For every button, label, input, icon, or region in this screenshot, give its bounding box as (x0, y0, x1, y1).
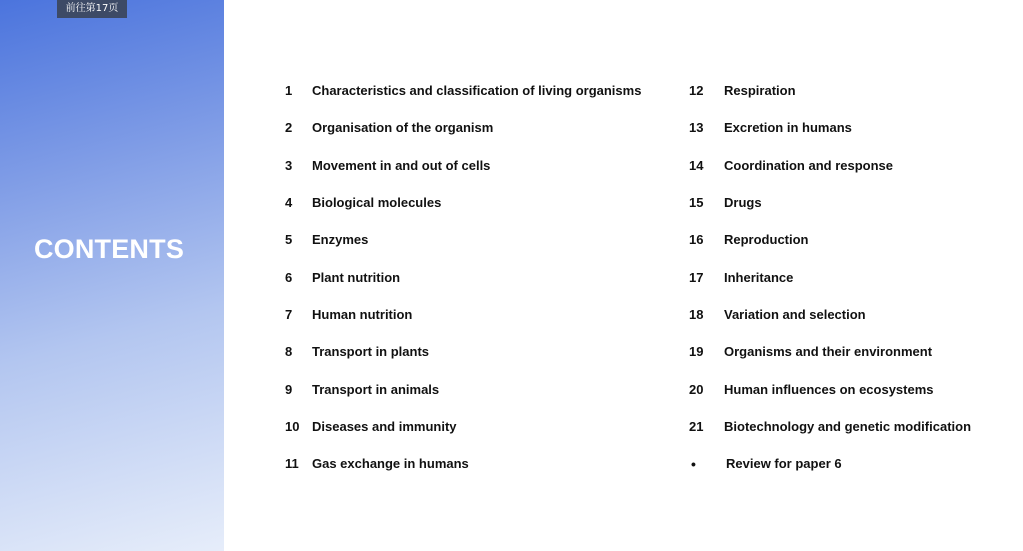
toc-item[interactable] (689, 184, 971, 221)
toc-number: 7 (285, 306, 293, 322)
toc-item[interactable] (689, 258, 971, 295)
toc-item[interactable] (689, 72, 971, 109)
toc-number: 13 (689, 120, 704, 136)
toc-label: Characteristics and classification of living organisms (312, 83, 642, 99)
toc-item[interactable] (285, 258, 641, 295)
toc-item[interactable] (285, 221, 641, 258)
toc-label: Variation and selection (724, 306, 866, 322)
toc-label: Inheritance (724, 269, 794, 285)
toc-item[interactable] (285, 445, 641, 482)
toc-label: Biotechnology and genetic modification (724, 418, 972, 434)
toc-number: 19 (689, 344, 704, 360)
toc-item[interactable] (689, 445, 971, 482)
toc-column-right (689, 72, 971, 482)
toc-label: Organisms and their environment (724, 344, 933, 360)
toc-label: Transport in plants (312, 344, 430, 360)
toc-item[interactable] (285, 109, 641, 146)
toc-item[interactable] (285, 408, 641, 445)
toc-number: 1 (285, 83, 293, 99)
toc-item[interactable] (285, 370, 641, 407)
toc-number: 17 (689, 269, 704, 285)
toc-label: Biological molecules (312, 195, 442, 211)
toc-number: 9 (285, 381, 293, 397)
toc-label: Human influences on ecosystems (724, 381, 934, 397)
toc-label: Drugs (724, 195, 762, 211)
toc-label: Transport in animals (312, 381, 440, 397)
toc-item[interactable] (285, 184, 641, 221)
toc-number: 8 (285, 344, 293, 360)
toc-label: Enzymes (312, 232, 369, 248)
toc-label: Movement in and out of cells (312, 157, 491, 173)
toc-item[interactable] (285, 147, 641, 184)
toc-item[interactable] (689, 221, 971, 258)
toc-label: Gas exchange in humans (312, 456, 469, 472)
toc-number: 20 (689, 381, 704, 397)
toc-number: 16 (689, 232, 704, 248)
toc-item[interactable] (689, 333, 971, 370)
toc-number: 21 (689, 418, 704, 434)
toc-number: 2 (285, 120, 293, 136)
toc-number: 14 (689, 157, 704, 173)
toc-number: 10 (285, 418, 300, 434)
toc-label: Review for paper 6 (726, 456, 842, 472)
toc-label: Excretion in humans (724, 120, 852, 136)
toc-label: Plant nutrition (312, 269, 401, 285)
toc-label: Diseases and immunity (312, 418, 457, 434)
toc-number: 12 (689, 83, 704, 99)
toc-number: 5 (285, 232, 293, 248)
toc-item[interactable] (689, 370, 971, 407)
toc-label: Human nutrition (312, 306, 413, 322)
toc-label: Reproduction (724, 232, 809, 248)
toc-number: 4 (285, 195, 293, 211)
toc-number: 15 (689, 195, 704, 211)
toc-number: 11 (285, 456, 299, 472)
toc-label: Coordination and response (724, 157, 894, 173)
toc-number: 3 (285, 157, 293, 173)
toc-bullet: • (691, 455, 696, 472)
toc-label: Organisation of the organism (312, 120, 494, 136)
toc-item[interactable] (689, 147, 971, 184)
goto-page-button[interactable]: 前往第17页 (57, 0, 127, 18)
toc-item[interactable] (285, 296, 641, 333)
toc-item[interactable] (285, 72, 641, 109)
sidebar-panel (0, 0, 224, 551)
page-title: CONTENTS (33, 234, 185, 264)
toc-number: 6 (285, 269, 293, 285)
toc-number: 18 (689, 306, 704, 322)
toc-item[interactable] (285, 333, 641, 370)
toc-column-left (285, 72, 641, 482)
toc-item[interactable] (689, 109, 971, 146)
toc-item[interactable] (689, 296, 971, 333)
toc-label: Respiration (724, 83, 796, 99)
toc-item[interactable] (689, 408, 971, 445)
